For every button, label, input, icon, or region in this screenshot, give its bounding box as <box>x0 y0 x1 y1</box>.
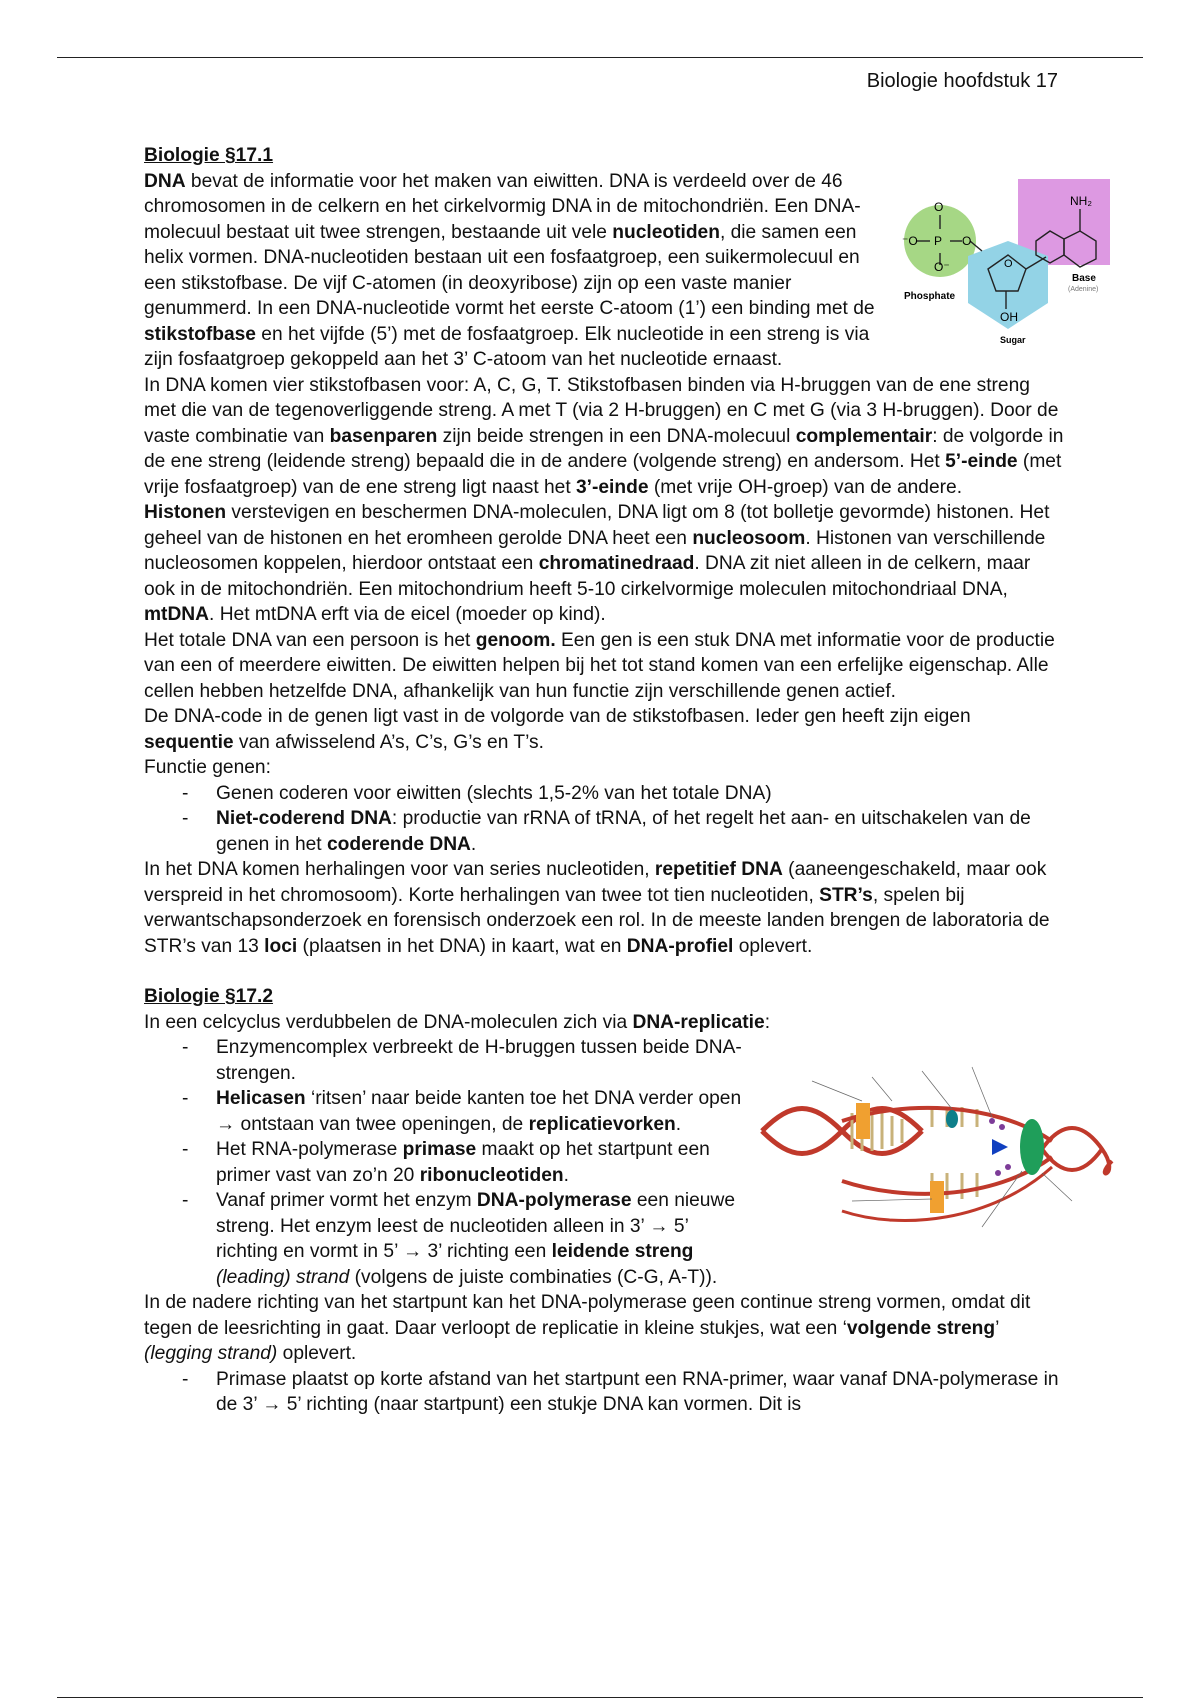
section-heading-17-1: Biologie §17.1 <box>144 145 274 166</box>
text-run: Genen coderen voor eiwitten (slechts 1,5-2% van het totale DNA) <box>216 782 772 804</box>
text-run: . <box>470 833 477 855</box>
bold-term: 3’-einde <box>575 476 649 498</box>
text-run: , die samen een helix vormen. DNA-nucleotiden bestaan uit een fosfaatgroep, een suikermolecuul en een stikstofbase. De vijf C-atomen (in deoxyribose) zijn op een vaste manier genummerd. In een DNA-nucleotide vormt het eerste C-atoom (1’) een binding met de <box>144 221 875 319</box>
text-run: : <box>764 1011 771 1033</box>
bold-term: Helicasen <box>216 1088 306 1109</box>
list-item <box>216 781 1064 807</box>
bold-term: nucleotiden <box>612 221 720 243</box>
base-sub-label: (Adenine) <box>1068 285 1099 293</box>
text-run: Het RNA-polymerase <box>216 1139 403 1160</box>
bold-term: loci <box>264 935 298 957</box>
svg-text:O⁻: O⁻ <box>934 259 950 274</box>
list-primase <box>144 1367 1064 1418</box>
text-run: . <box>675 1113 682 1135</box>
bold-term: ribonucleotiden <box>419 1164 564 1186</box>
bold-term: replicatievorken <box>528 1113 676 1135</box>
phosphate-label: Phosphate <box>904 290 956 302</box>
bold-term: 5’-einde <box>945 451 1018 472</box>
text-run: oplevert. <box>733 935 813 957</box>
bold-term: stikstofbase <box>144 323 256 345</box>
text-run: maakt op het startpunt een primer vast van zo’n 20 <box>216 1139 710 1186</box>
list-replication-steps <box>144 1035 1064 1290</box>
text-run: (plaatsen in het DNA) in kaart, wat en <box>297 935 627 957</box>
paragraph-repetitive-dna <box>144 857 1064 959</box>
paragraph-histones <box>144 500 1064 628</box>
list-item <box>216 1035 1064 1086</box>
text-run: . <box>563 1164 569 1186</box>
list-item <box>216 1137 1064 1188</box>
bold-term: primase <box>402 1139 477 1160</box>
text-run: (volgens de juiste combinaties (C-G, A-T)). <box>349 1266 718 1288</box>
bold-term: basenparen <box>329 425 438 447</box>
bold-term: Niet-coderend DNA <box>216 808 392 829</box>
svg-text:O: O <box>962 233 972 248</box>
bold-term: mtDNA <box>144 604 210 625</box>
text-run: Vanaf primer vormt het enzym <box>216 1190 477 1211</box>
bold-term: STR’s <box>819 884 873 906</box>
bold-term: repetitief DNA <box>654 859 783 880</box>
italic-term: (legging strand) <box>144 1343 278 1364</box>
text-run: Een gen is een stuk DNA met informatie voor de productie van een of meerdere eiwitten. De eiwitten helpen bij het tot stand komen van een erfelijke eigenschap. Alle cellen hebben hetzelfde DNA, afhankelijk van hun functie zijn verschillende genen actief. <box>144 629 1055 702</box>
text-run: zijn beide strengen in een DNA-molecuul <box>437 425 796 447</box>
text-run: verstevigen en beschermen DNA-moleculen, DNA ligt om 8 (tot bolletje gevormde) histonen. Het geheel van de histonen en het eromheen gerolde DNA heet een <box>144 502 1050 549</box>
page-header: Biologie hoofdstuk 17 <box>866 70 1058 92</box>
text-run: Enzymencomplex verbreekt de H-bruggen tussen beide DNA-strengen. <box>216 1037 742 1084</box>
bold-term: leidende streng <box>551 1241 694 1262</box>
bold-term: DNA-profiel <box>626 935 734 957</box>
svg-text:P: P <box>934 233 943 248</box>
text-run: In DNA komen vier stikstofbasen voor: A, C, G, T. Stikstofbasen binden via H-bruggen van de ene streng met die van de tegenoverliggende streng. A met T (via 2 H-bruggen) en C met G (via 3 H-bruggen). Door de vaste combinatie van <box>144 374 1059 447</box>
bold-term: coderende DNA <box>326 833 471 855</box>
paragraph-replication-intro <box>144 1010 1064 1036</box>
section-heading-17-2: Biologie §17.2 <box>144 986 274 1007</box>
bold-term: chromatinedraad <box>538 553 695 574</box>
header-rule <box>57 57 1143 58</box>
text-run: In de nadere richting van het startpunt kan het DNA-polymerase geen continue streng vormen, omdat dit tegen de leesrichting in gaat. Daar verloopt de replicatie in kleine stukjes, wat een ‘ <box>144 1292 1031 1339</box>
italic-term: (leading) strand <box>216 1266 350 1288</box>
text-run: : productie van rRNA of tRNA, of het regelt het aan- en uitschakelen van de genen in het <box>216 808 1031 855</box>
list-item <box>216 1086 1064 1137</box>
list-item <box>216 1367 1064 1418</box>
text-run: In een celcyclus verdubbelen de DNA-moleculen zich via <box>144 1011 633 1033</box>
list-item <box>216 1188 1064 1290</box>
bold-term: complementair <box>795 425 933 447</box>
text-run: : de volgorde in de ene streng (leidende streng) bepaald die in de andere (volgende streng) en andersom. Het <box>144 425 1064 472</box>
bold-term: Histonen <box>144 502 227 523</box>
text-run: een nieuwe streng. Het enzym leest de nucleotiden alleen in 3’ → 5’ richting en vormt in 5’ → 3’ richting een <box>216 1190 736 1262</box>
text-run: De DNA-code in de genen ligt vast in de volgorde van de stikstofbasen. Ieder gen heeft zijn eigen <box>144 706 971 727</box>
paragraph-bases <box>144 373 1064 501</box>
bold-term: DNA-replicatie <box>632 1011 765 1033</box>
paragraph-genome <box>144 628 1064 705</box>
text-run: In het DNA komen herhalingen voor van series nucleotiden, <box>144 859 655 880</box>
nucleotide-figure <box>890 169 1099 361</box>
text-run: ’ <box>995 1317 999 1339</box>
text-run: . DNA zit niet alleen in de celkern, maar ook in de mitochondriën. Een mitochondrium heeft 5-10 cirkelvormige moleculen mitochondriaal DNA, <box>144 553 1031 600</box>
paragraph-function-genes <box>144 755 1064 781</box>
base-label: Base <box>1072 272 1096 284</box>
text-run: (met vrije OH-groep) van de andere. <box>648 476 963 498</box>
text-run: en het vijfde (5’) met de fosfaatgroep. Elk nucleotide in een streng is via zijn fosfaatgroep gekoppeld aan het 3’ C-atoom van het nucleotide ernaast. <box>144 323 870 370</box>
paragraph-dna-intro <box>144 169 1099 373</box>
text-run: ‘ritsen’ naar beide kanten toe het DNA verder open → ontstaan van twee openingen, de <box>216 1088 742 1135</box>
list-item <box>216 806 1064 857</box>
section-gap <box>144 959 1064 984</box>
bold-term: nucleosoom <box>692 527 806 549</box>
bold-term: genoom. <box>475 629 556 651</box>
text-run: . Het mtDNA erft via de eicel (moeder op kind). <box>209 604 606 625</box>
text-run: Functie genen: <box>144 757 271 778</box>
list-gene-functions <box>144 781 1064 858</box>
text-run: Het totale DNA van een persoon is het <box>144 629 476 651</box>
bold-term: DNA <box>144 170 186 192</box>
text-run: oplevert. <box>277 1343 357 1364</box>
svg-text:O: O <box>1004 257 1013 270</box>
oh-label: OH <box>1000 309 1018 324</box>
text-run: (aaneengeschakeld, maar ook verspreid in het chromosoom). Korte herhalingen van twee tot tien nucleotiden, <box>144 859 1047 906</box>
paragraph-sequence <box>144 704 1064 755</box>
svg-text:O: O <box>934 199 944 214</box>
paragraph-dna-intro-text <box>144 171 875 371</box>
footer-rule <box>57 1697 1143 1698</box>
text-run: . Histonen van verschillende nucleosomen koppelen, hierdoor ontstaat een <box>144 527 1046 574</box>
bold-term: volgende streng <box>846 1317 996 1339</box>
sugar-label: Sugar <box>1000 334 1026 345</box>
text-run: Primase plaatst op korte afstand van het startpunt een RNA-primer, waar vanaf DNA-polymerase in de 3’ → 5’ richting (naar startpunt) een stukje DNA kan vormen. Dit is <box>216 1368 1059 1415</box>
bold-term: DNA-polymerase <box>476 1190 632 1211</box>
text-run: , spelen bij verwantschapsonderzoek en forensisch onderzoek een rol. In de meeste landen brengen de laboratoria de STR’s van 13 <box>144 884 1050 957</box>
text-run: van afwisselend A’s, C’s, G’s en T’s. <box>233 731 544 753</box>
text-run: bevat de informatie voor het maken van eiwitten. DNA is verdeeld over de 46 chromosomen in de celkern en het cirkelvormig DNA in de mitochondriën. Een DNA-molecuul bestaat uit twee strengen, bestaande uit vele <box>144 170 861 243</box>
nh2-label: NH₂ <box>1070 193 1092 208</box>
bold-term: sequentie <box>144 731 234 753</box>
text-run: (met vrije fosfaatgroep) van de ene streng ligt naast het <box>144 451 1062 498</box>
paragraph-lagging-strand <box>144 1290 1064 1367</box>
svg-text:⁻O: ⁻O <box>902 233 918 248</box>
document-body <box>144 143 1099 1418</box>
